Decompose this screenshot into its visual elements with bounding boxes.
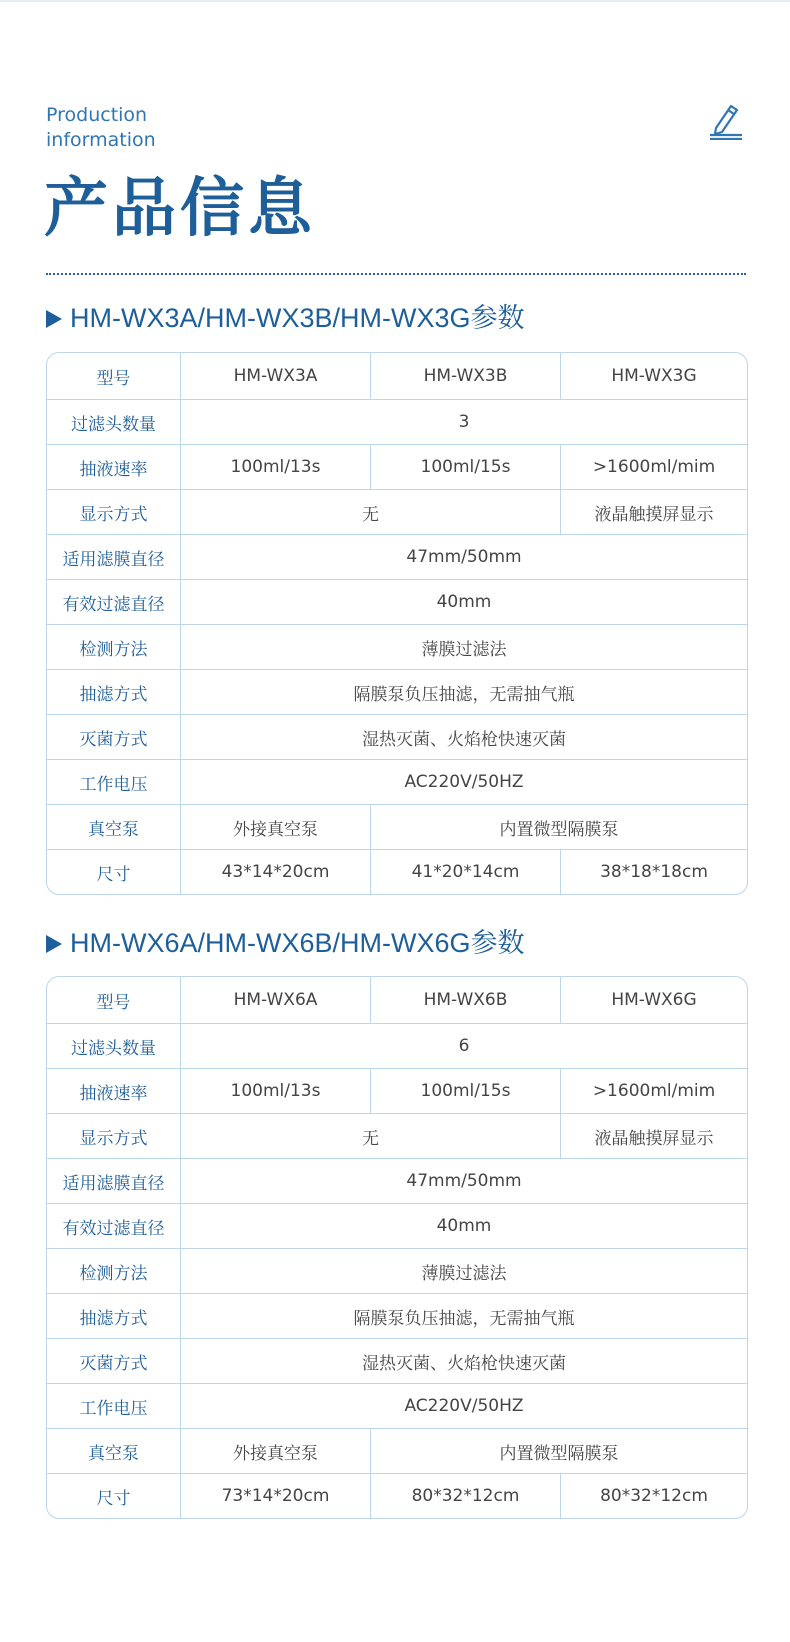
top-divider [0, 0, 790, 2]
table-row [47, 759, 747, 804]
value-cell: HM-WX6A [180, 977, 370, 1023]
table-row [47, 1113, 747, 1158]
table-row [47, 849, 747, 894]
row-label-cell: 检测方法 [79, 639, 148, 660]
row-label-cell: 显示方式 [79, 504, 148, 525]
value-cell: 液晶触摸屏显示 [560, 490, 747, 534]
value-cell: 100ml/13s [180, 445, 370, 489]
english-line-2: information [46, 129, 156, 151]
section-heading-text: HM-WX3A/HM-WX3B/HM-WX3G参数 [70, 303, 525, 333]
table-row [47, 353, 747, 399]
value-cell: AC220V/50HZ [180, 760, 747, 804]
table-row [47, 977, 747, 1023]
row-label-cell: 型号 [96, 368, 131, 389]
dotted-divider [46, 273, 746, 275]
value-cell: 80*32*12cm [560, 1474, 747, 1518]
row-label-cell: 工作电压 [79, 1398, 148, 1419]
row-label-cell: 检测方法 [79, 1263, 148, 1284]
value-cell: 40mm [180, 1204, 747, 1248]
value-cell: 100ml/13s [180, 1069, 370, 1113]
section-heading-text: HM-WX6A/HM-WX6B/HM-WX6G参数 [70, 928, 525, 958]
value-cell: 隔膜泵负压抽滤，无需抽气瓶 [180, 670, 747, 714]
table-row [47, 714, 747, 759]
row-label-cell: 灭菌方式 [79, 729, 148, 750]
value-cell: >1600ml/mim [560, 445, 747, 489]
row-label-cell: 尺寸 [96, 864, 131, 885]
table-row [47, 444, 747, 489]
value-cell: 隔膜泵负压抽滤，无需抽气瓶 [180, 1294, 747, 1338]
value-cell: HM-WX3A [180, 353, 370, 399]
value-cell: >1600ml/mim [560, 1069, 747, 1113]
value-cell: 外接真空泵 [180, 805, 370, 849]
value-cell: 47mm/50mm [180, 1159, 747, 1203]
page-title: 产品信息 [44, 171, 316, 246]
value-cell: 80*32*12cm [370, 1474, 560, 1518]
value-cell: 38*18*18cm [560, 850, 747, 894]
value-cell: 薄膜过滤法 [180, 1249, 747, 1293]
row-label-cell: 型号 [96, 992, 131, 1013]
value-cell: 液晶触摸屏显示 [560, 1114, 747, 1158]
value-cell: 无 [180, 490, 560, 534]
row-label-cell: 抽液速率 [79, 1083, 148, 1104]
value-cell: 薄膜过滤法 [180, 625, 747, 669]
table-row [47, 1248, 747, 1293]
section-heading-wx6 [46, 925, 525, 961]
value-cell: 内置微型隔膜泵 [370, 805, 747, 849]
value-cell: HM-WX3B [370, 353, 560, 399]
row-label-cell: 显示方式 [79, 1128, 148, 1149]
value-cell: 6 [180, 1024, 747, 1068]
table-row [47, 1068, 747, 1113]
table-row [47, 1428, 747, 1473]
pen-edit-icon [708, 102, 744, 140]
value-cell: 40mm [180, 580, 747, 624]
table-row [47, 624, 747, 669]
value-cell: 外接真空泵 [180, 1429, 370, 1473]
table-row [47, 1473, 747, 1518]
table-row [47, 399, 747, 444]
value-cell: 湿热灭菌、火焰枪快速灭菌 [180, 1339, 747, 1383]
value-cell: 100ml/15s [370, 1069, 560, 1113]
spec-table-wx6 [46, 976, 748, 1519]
row-label-cell: 适用滤膜直径 [62, 1173, 165, 1194]
row-label-cell: 真空泵 [88, 1443, 139, 1464]
table-row [47, 1383, 747, 1428]
row-label-cell: 抽滤方式 [79, 1308, 148, 1329]
table-row [47, 1023, 747, 1068]
value-cell: 43*14*20cm [180, 850, 370, 894]
row-label-cell: 尺寸 [96, 1488, 131, 1509]
value-cell: 47mm/50mm [180, 535, 747, 579]
value-cell: 内置微型隔膜泵 [370, 1429, 747, 1473]
row-label-cell: 灭菌方式 [79, 1353, 148, 1374]
table-row [47, 1203, 747, 1248]
table-row [47, 534, 747, 579]
value-cell: 湿热灭菌、火焰枪快速灭菌 [180, 715, 747, 759]
value-cell: HM-WX6B [370, 977, 560, 1023]
row-label-cell: 真空泵 [88, 819, 139, 840]
table-row [47, 804, 747, 849]
english-line-1: Production [46, 104, 148, 126]
table-row [47, 489, 747, 534]
row-label-cell: 过滤头数量 [71, 1038, 156, 1059]
row-label-cell: 抽滤方式 [79, 684, 148, 705]
value-cell: 100ml/15s [370, 445, 560, 489]
value-cell: 41*20*14cm [370, 850, 560, 894]
value-cell: HM-WX3G [560, 353, 747, 399]
value-cell: 3 [180, 400, 747, 444]
triangle-bullet-icon [46, 935, 62, 953]
table-row [47, 579, 747, 624]
row-label-cell: 抽液速率 [79, 459, 148, 480]
value-cell: 73*14*20cm [180, 1474, 370, 1518]
value-cell: HM-WX6G [560, 977, 747, 1023]
spec-table-wx3 [46, 352, 748, 895]
row-label-cell: 有效过滤直径 [62, 594, 165, 615]
row-label-cell: 工作电压 [79, 774, 148, 795]
row-label-cell: 过滤头数量 [71, 414, 156, 435]
table-row [47, 1158, 747, 1203]
table-row [47, 1338, 747, 1383]
table-row [47, 1293, 747, 1338]
value-cell: AC220V/50HZ [180, 1384, 747, 1428]
triangle-bullet-icon [46, 310, 62, 328]
section-label-english [46, 103, 156, 153]
row-label-cell: 有效过滤直径 [62, 1218, 165, 1239]
table-row [47, 669, 747, 714]
section-heading-wx3 [46, 300, 525, 336]
value-cell: 无 [180, 1114, 560, 1158]
row-label-cell: 适用滤膜直径 [62, 549, 165, 570]
